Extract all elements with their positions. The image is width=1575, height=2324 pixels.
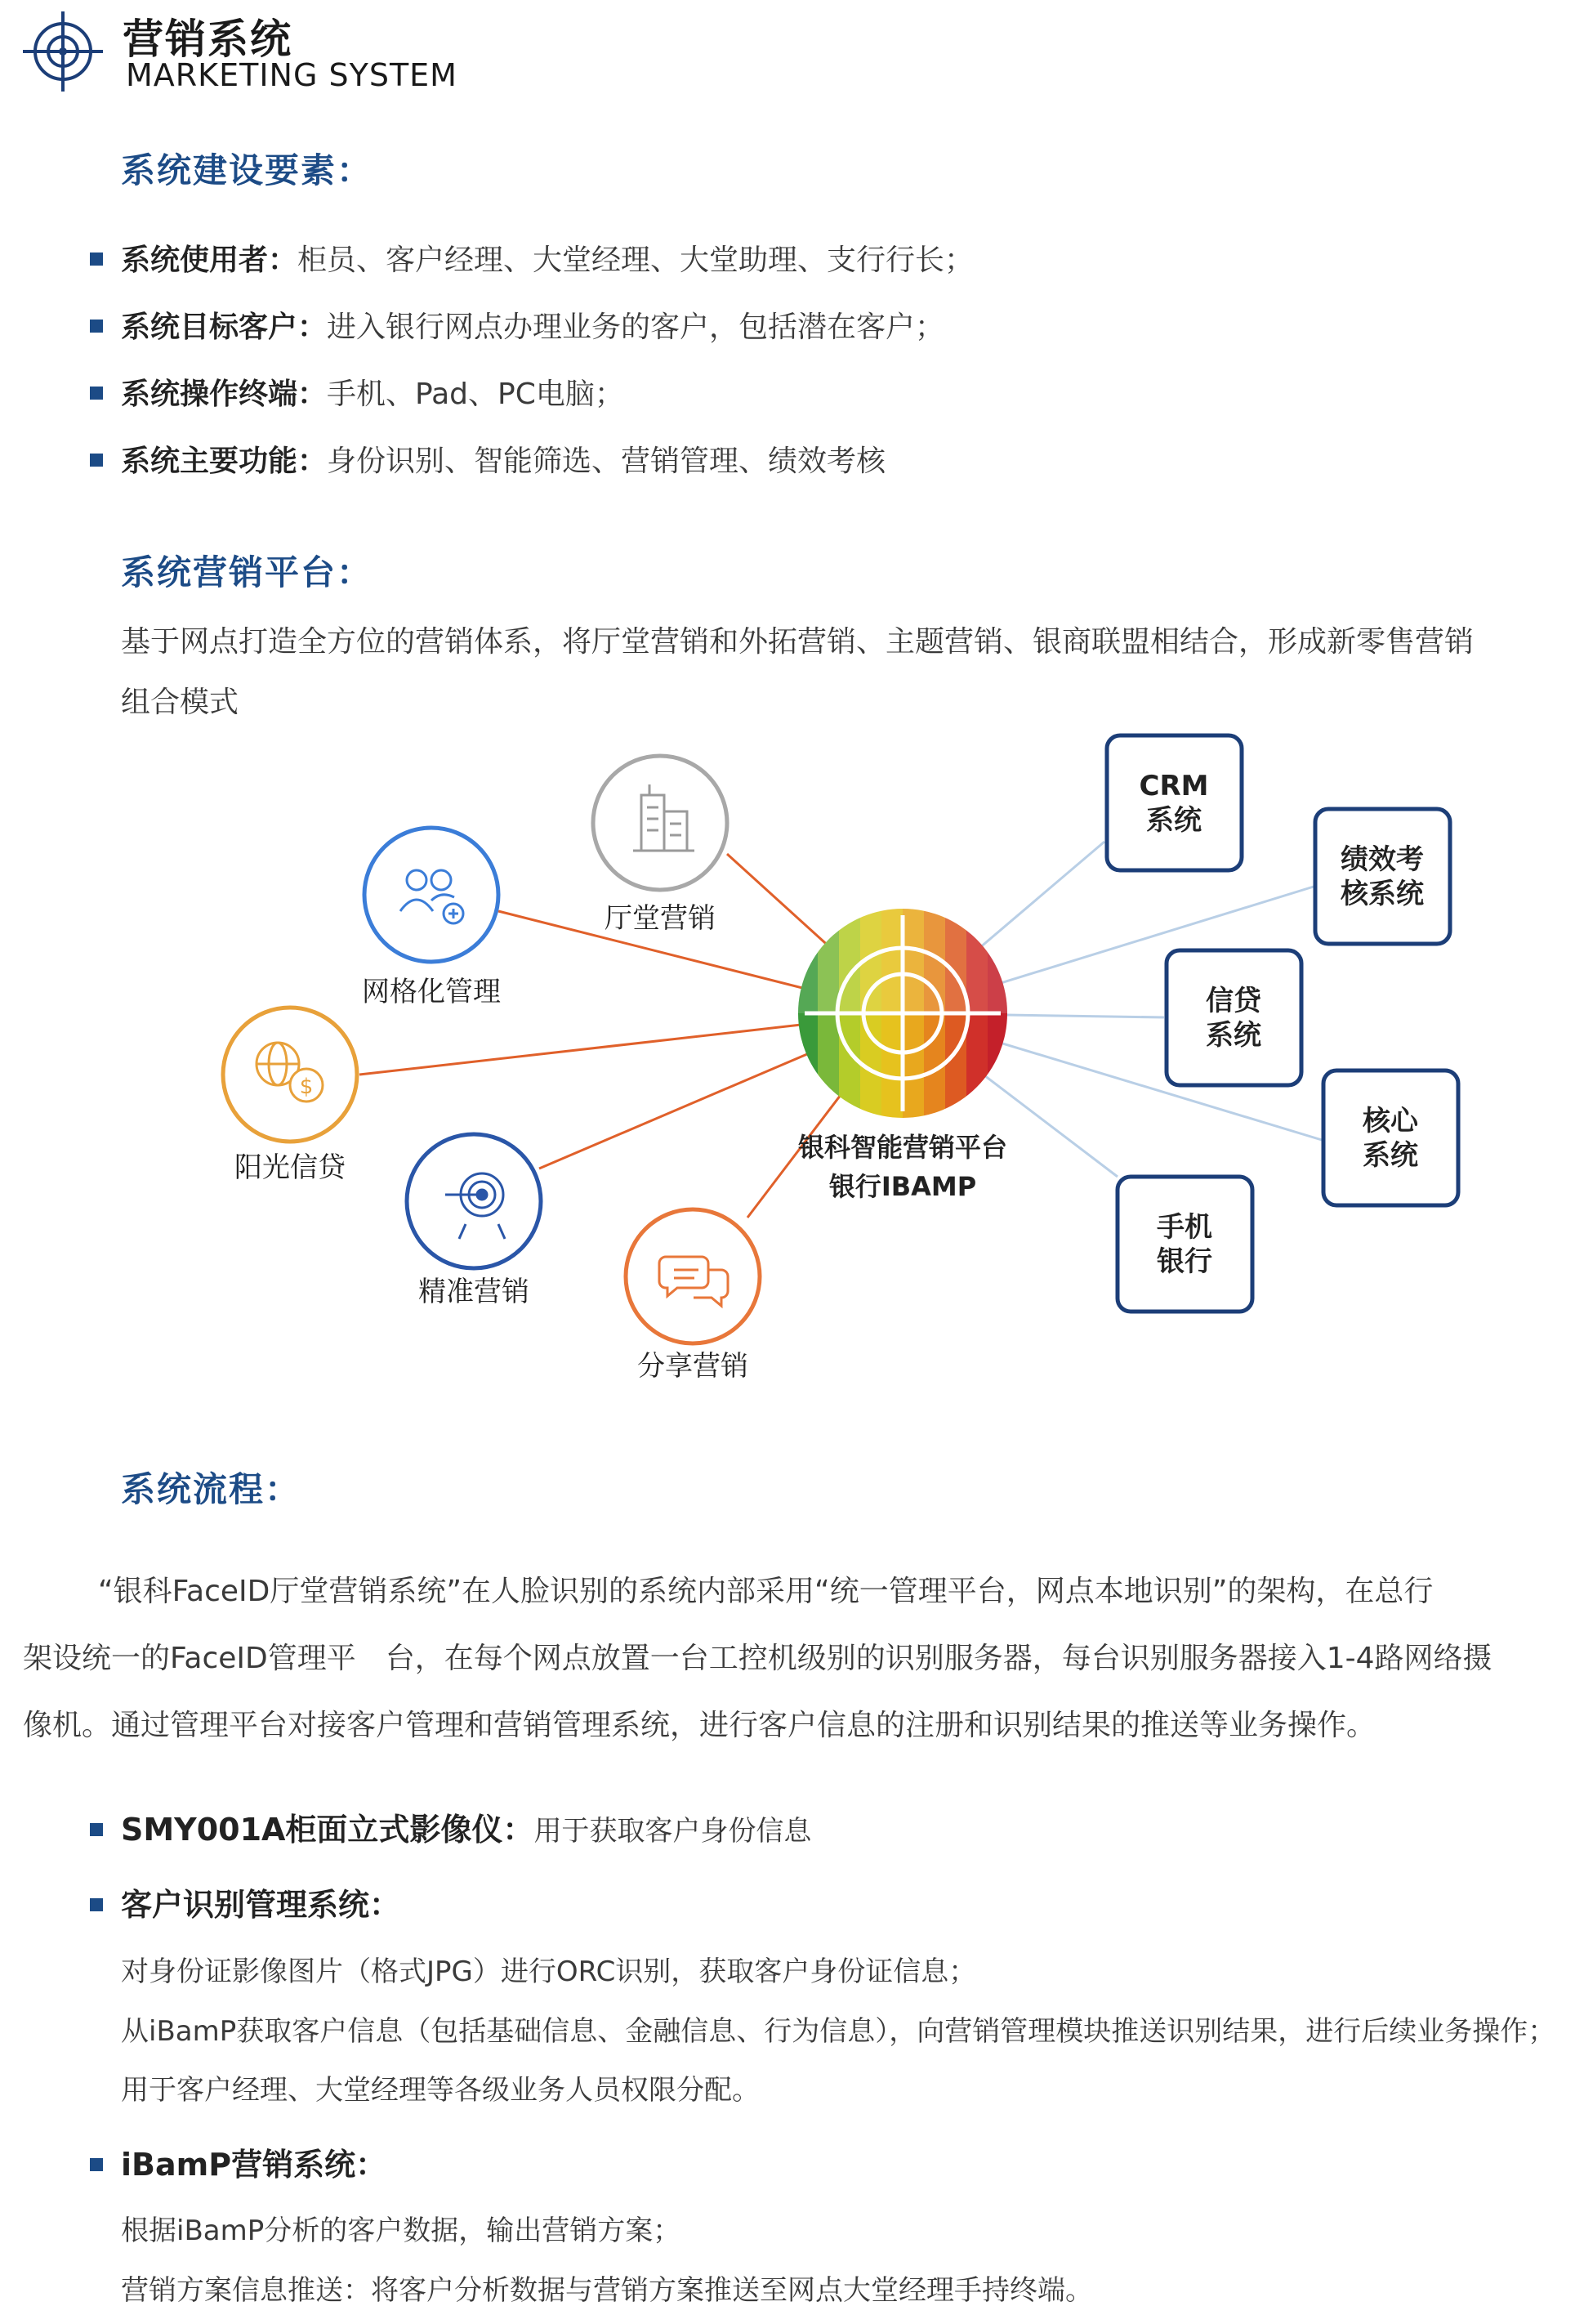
section3-para-line1: “银科FaceID厅堂营销系统”在人脸识别的系统内部采用“统一管理平台，网点本地识别”的架构，在总行 bbox=[98, 1575, 1434, 1608]
node-label: 阳光信贷 bbox=[234, 1151, 346, 1184]
section2-desc-line2: 组合模式 bbox=[121, 686, 239, 719]
node-hall-marketing bbox=[593, 756, 727, 935]
node-share-marketing bbox=[626, 1209, 760, 1383]
svg-text:核心: 核心 bbox=[1363, 1105, 1418, 1137]
center-label-line1: 银科智能营销平台 bbox=[797, 1132, 1008, 1163]
list-item: 客户识别管理系统： bbox=[90, 1879, 400, 1924]
list-item: iBamP营销系统： bbox=[90, 2139, 386, 2184]
marketing-platform-diagram bbox=[0, 711, 1575, 1414]
list-item: SMY001A柜面立式影像仪：用于获取客户身份信息 bbox=[90, 1804, 811, 1849]
svg-text:系统: 系统 bbox=[1146, 804, 1202, 837]
node-label: 网格化管理 bbox=[362, 976, 501, 1008]
header-title: 营销系统 bbox=[123, 16, 292, 63]
center-label-line2: 银行IBAMP bbox=[828, 1171, 977, 1202]
list-item-text: 用于客户经理、大堂经理等各级业务人员权限分配。 bbox=[121, 2074, 760, 2107]
section2-desc-line1: 基于网点打造全方位的营销体系，将厅堂营销和外拓营销、主题营销、银商联盟相结合，形成新零售营销 bbox=[121, 625, 1475, 659]
node-grid-management bbox=[362, 828, 501, 1008]
list-item: 系统主要功能：身份识别、智能筛选、营销管理、绩效考核 bbox=[90, 438, 886, 480]
crosshair-logo-icon bbox=[18, 7, 108, 96]
section3-para-line3: 像机。通过管理平台对接客户管理和营销管理系统，进行客户信息的注册和识别结果的推送等业务操作。 bbox=[23, 1709, 1376, 1742]
list-item-text: 对身份证影像图片（格式JPG）进行ORC识别，获取客户身份证信息； bbox=[121, 1955, 977, 1988]
list-item: 系统使用者：柜员、客户经理、大堂经理、大堂助理、支行行长； bbox=[90, 237, 974, 279]
box-crm bbox=[1107, 735, 1242, 870]
section3-title: 系统流程： bbox=[121, 1469, 301, 1509]
svg-text:手机: 手机 bbox=[1157, 1211, 1212, 1244]
list-item-text: 根据iBamP分析的客户数据，输出营销方案； bbox=[121, 2215, 681, 2247]
svg-text:CRM: CRM bbox=[1139, 770, 1209, 802]
list-item: 系统目标客户：进入银行网点办理业务的客户，包括潜在客户； bbox=[90, 304, 944, 346]
list-item-text: 从iBamP获取客户信息（包括基础信息、金融信息、行为信息），向营销管理模块推送识别结果，进行后续业务操作； bbox=[121, 2015, 1556, 2048]
svg-text:$: $ bbox=[299, 1075, 314, 1099]
node-precision-marketing bbox=[407, 1134, 541, 1308]
svg-text:核系统: 核系统 bbox=[1341, 878, 1424, 910]
list-item: 系统操作终端：手机、Pad、PC电脑； bbox=[90, 371, 624, 413]
box-mobile-bank bbox=[1118, 1177, 1252, 1312]
svg-text:信贷: 信贷 bbox=[1206, 985, 1261, 1017]
node-label: 分享营销 bbox=[637, 1350, 748, 1383]
svg-text:系统: 系统 bbox=[1363, 1139, 1418, 1172]
node-label: 精准营销 bbox=[418, 1276, 529, 1308]
svg-text:银行: 银行 bbox=[1157, 1245, 1212, 1278]
box-performance bbox=[1315, 809, 1450, 944]
svg-text:绩效考: 绩效考 bbox=[1341, 843, 1424, 876]
list-item-text: 营销方案信息推送：将客户分析数据与营销方案推送至网点大堂经理手持终端。 bbox=[121, 2274, 1093, 2307]
section2-title: 系统营销平台： bbox=[121, 552, 373, 592]
section3-para-line2: 架设统一的FaceID管理平 台，在每个网点放置一台工控机级别的识别服务器，每台识别服务器接入1-4路网络摄 bbox=[23, 1642, 1492, 1675]
section1-title: 系统建设要素： bbox=[121, 150, 373, 190]
node-sunshine-credit bbox=[223, 1008, 357, 1184]
header-subtitle: MARKETING SYSTEM bbox=[126, 57, 457, 93]
svg-text:系统: 系统 bbox=[1206, 1019, 1261, 1052]
box-credit bbox=[1167, 950, 1301, 1085]
node-label: 厅堂营销 bbox=[605, 902, 716, 935]
box-core bbox=[1323, 1070, 1458, 1205]
